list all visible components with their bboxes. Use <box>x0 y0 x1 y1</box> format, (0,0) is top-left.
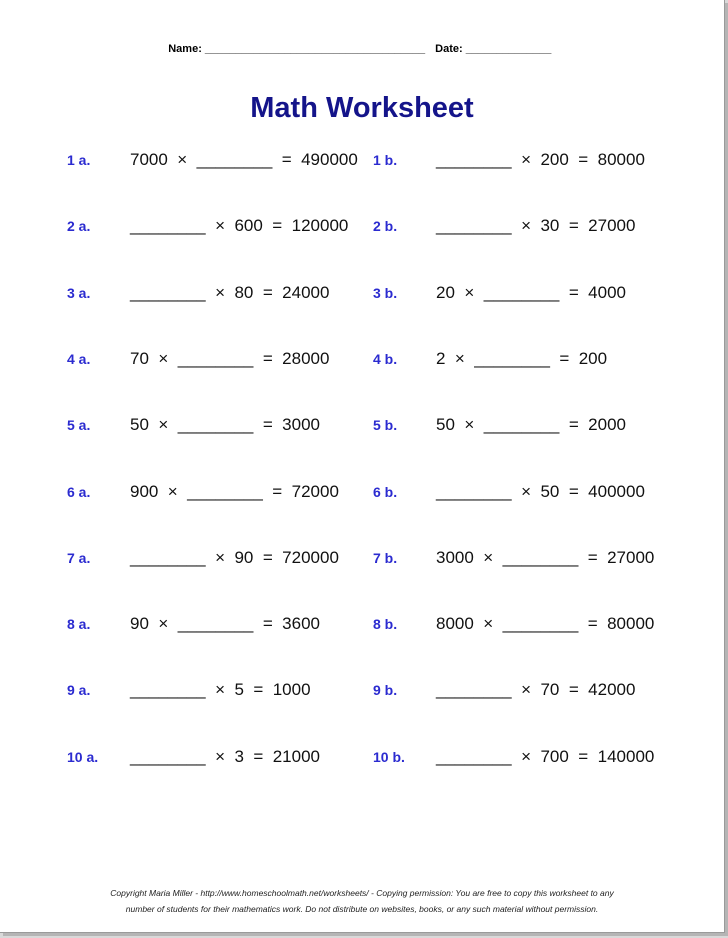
problem-number: 4 a. <box>67 351 91 367</box>
problem-expression: 2 × ________ = 200 <box>436 349 608 368</box>
problem-expression: 50 × ________ = 3000 <box>130 415 321 434</box>
date-field-label: Date: ______________ <box>435 43 552 55</box>
problem-number: 8 a. <box>67 616 91 632</box>
problem-number: 6 a. <box>67 484 91 500</box>
problem-number: 8 b. <box>373 616 398 632</box>
problem-number: 3 a. <box>67 285 91 301</box>
problem-6b <box>0 476 724 512</box>
problem-number: 7 b. <box>373 550 398 566</box>
problem-7b <box>0 542 724 578</box>
copyright-footer <box>0 885 724 917</box>
problem-number: 2 a. <box>67 218 91 234</box>
header-fields <box>156 31 551 67</box>
problem-number: 10 a. <box>67 749 99 765</box>
problem-expression: 90 × ________ = 3600 <box>130 614 321 633</box>
problem-expression: ________ × 200 = 80000 <box>436 150 645 169</box>
problem-expression: 50 × ________ = 2000 <box>436 415 627 434</box>
problem-expression: 3000 × ________ = 27000 <box>436 548 655 567</box>
problem-9b <box>0 674 724 710</box>
problem-10b <box>0 741 724 777</box>
problem-number: 4 b. <box>373 351 398 367</box>
page-title: Math Worksheet <box>250 92 474 124</box>
problem-expression: ________ × 700 = 140000 <box>436 747 655 766</box>
problem-expression: ________ × 80 = 24000 <box>130 283 330 302</box>
problem-number: 7 a. <box>67 550 91 566</box>
problem-1b <box>0 144 724 180</box>
problem-5b <box>0 409 724 445</box>
problem-8b <box>0 608 724 644</box>
problem-expression: 70 × ________ = 28000 <box>130 349 330 368</box>
problem-expression: ________ × 600 = 120000 <box>130 216 349 235</box>
problem-number: 2 b. <box>373 218 398 234</box>
problem-expression: ________ × 5 = 1000 <box>130 680 311 699</box>
problem-expression: 900 × ________ = 72000 <box>130 482 339 501</box>
problem-number: 9 a. <box>67 682 91 698</box>
problem-expression: ________ × 70 = 42000 <box>436 680 636 699</box>
footer-line-2: number of students for their mathematics work. Do not distribute on websites, books, or any such material without permission. <box>125 904 599 914</box>
problem-number: 3 b. <box>373 285 398 301</box>
problem-number: 1 b. <box>373 152 398 168</box>
problem-2b <box>0 210 724 246</box>
problem-expression: 7000 × ________ = 490000 <box>130 150 358 169</box>
problem-number: 10 b. <box>373 749 405 765</box>
problem-expression: 8000 × ________ = 80000 <box>436 614 655 633</box>
problem-number: 5 a. <box>67 417 91 433</box>
problem-number: 9 b. <box>373 682 398 698</box>
problem-number: 5 b. <box>373 417 398 433</box>
problem-expression: ________ × 3 = 21000 <box>130 747 321 766</box>
problem-expression: ________ × 90 = 720000 <box>130 548 339 567</box>
problem-number: 1 a. <box>67 152 91 168</box>
problem-expression: 20 × ________ = 4000 <box>436 283 627 302</box>
problem-expression: ________ × 50 = 400000 <box>436 482 645 501</box>
problem-number: 6 b. <box>373 484 398 500</box>
problem-expression: ________ × 30 = 27000 <box>436 216 636 235</box>
problem-4b <box>0 343 724 379</box>
name-field-label: Name: ____________________________________ <box>168 43 426 55</box>
problem-3b <box>0 277 724 313</box>
footer-line-1: Copyright Maria Miller - http://www.homeschoolmath.net/worksheets/ - Copying permission: You are free to copy this worksheet to any <box>110 888 614 898</box>
